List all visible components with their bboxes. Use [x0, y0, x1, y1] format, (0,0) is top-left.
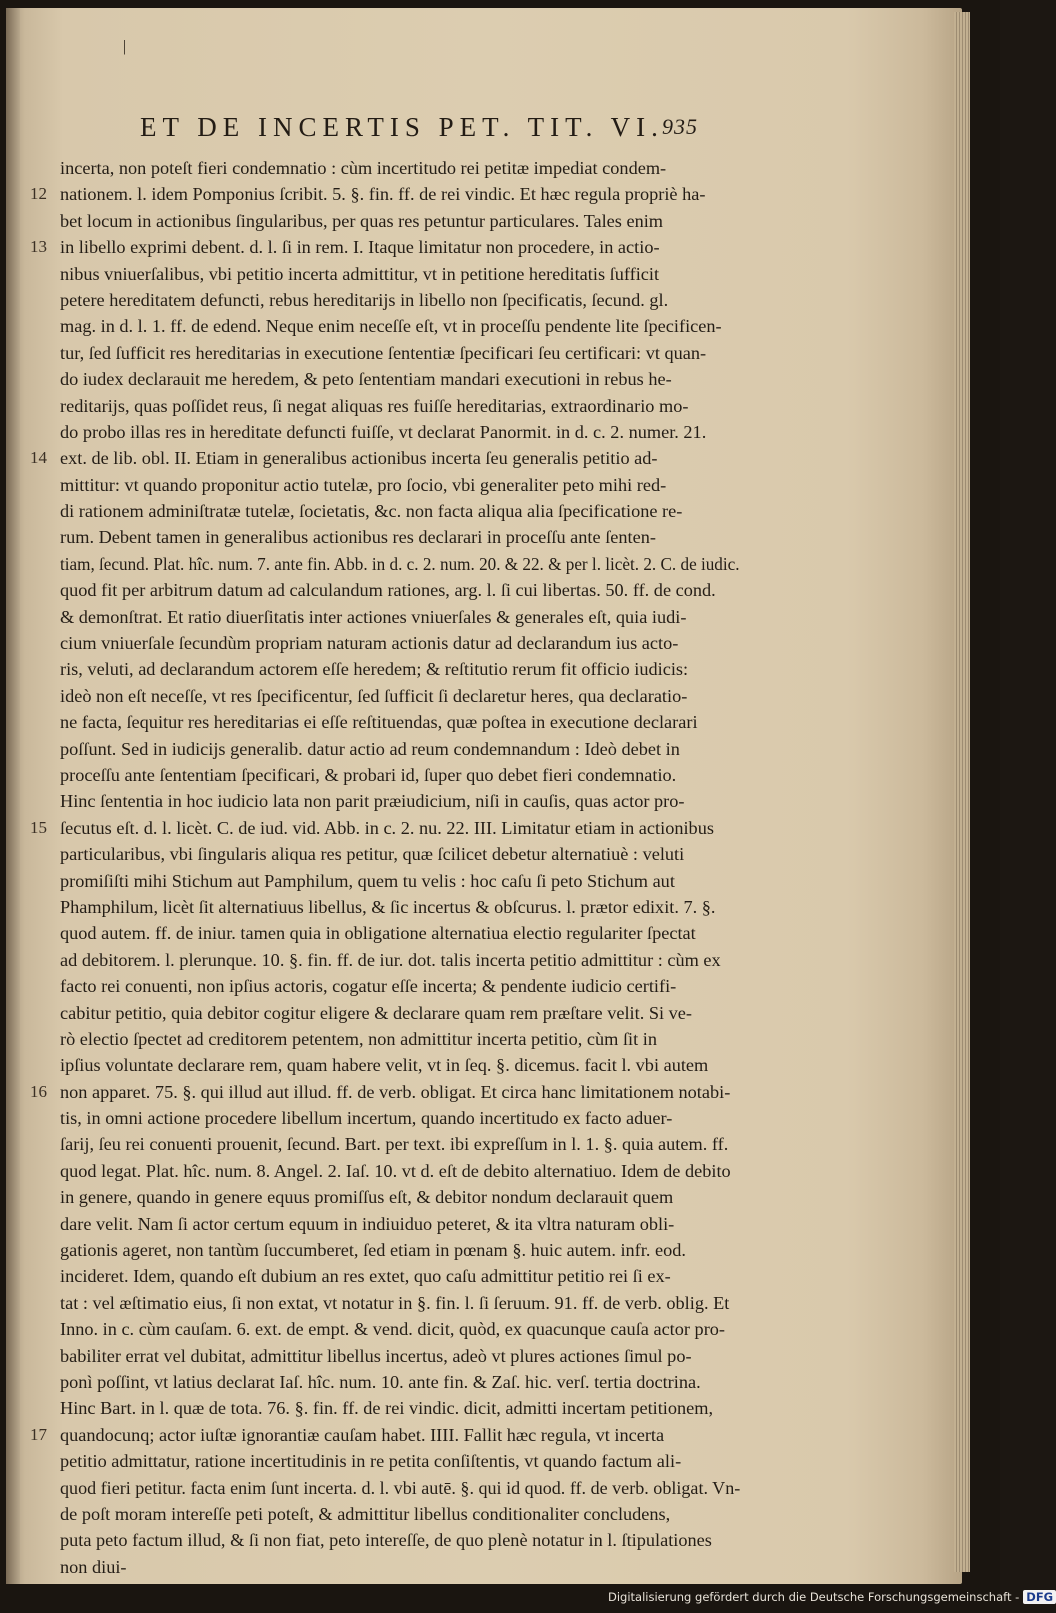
- line-text: promiſiſti mihi Stichum aut Pamphilum, quem tu velis : hoc caſu ſi peto Stichum aut: [60, 870, 675, 891]
- line-text: ne facta, ſequitur res hereditarias ei eſſe reſtituendas, quæ poſtea in executione declarari: [60, 712, 698, 733]
- line-text: & demonſtrat. Et ratio diuerſitatis inter actiones vniuerſales & generales eſt, quia iudi-: [60, 606, 687, 627]
- margin-number: 15: [30, 817, 47, 837]
- text-line: [60, 947, 740, 973]
- line-text: in genere, quando in genere equus promiſſus eſt, & debitor nondum declarauit quem: [60, 1187, 674, 1208]
- line-text: cium vniuerſale ſecundùm propriam naturam actionis datur ad declarandum ius acto-: [60, 633, 679, 654]
- line-text: particularibus, vbi ſingularis aliqua res petitur, quæ ſcilicet debetur alternatiuè : veluti: [60, 844, 685, 865]
- line-text: gationis ageret, non tantùm ſuccumberet, ſed etiam in pœnam §. huic autem. infr. eod.: [60, 1240, 686, 1261]
- line-text: petere hereditatem defuncti, rebus hereditarijs in libello non ſpecificatis, ſecund. gl.: [60, 289, 669, 310]
- line-text: Hinc Bart. in l. quæ de tota. 76. §. fin. ff. de rei vindic. dicit, admitti incertam petitionem,: [60, 1398, 714, 1419]
- text-line: [60, 630, 740, 656]
- running-header: [140, 112, 740, 152]
- line-text: tis, in omni actione procedere libellum incertum, quando incertitudo ex facto aduer-: [60, 1108, 673, 1129]
- line-text: ad debitorem. l. plerunque. 10. §. fin. ff. de iur. dot. talis incerta petitio admittitur : cùm ex: [60, 949, 721, 970]
- line-text: petitio admittatur, ratione incertitudinis in re petita conſiſtentis, vt quando factum ali-: [60, 1451, 682, 1472]
- line-text: poſſunt. Sed in iudicijs generalib. datur actio ad reum condemnandum : Ideò debet in: [60, 738, 680, 759]
- line-text: do probo illas res in hereditate defuncti fuiſſe, vt declarat Panormit. in d. c. 2. numer. 21.: [60, 421, 707, 442]
- text-line: [30, 1422, 740, 1448]
- line-text: mag. in d. l. 1. ff. de edend. Neque enim neceſſe eſt, vt in proceſſu pendente lite ſpecificen-: [60, 316, 722, 337]
- dfg-logo: DFG: [1023, 1590, 1056, 1604]
- line-text: Phamphilum, licèt ſit alternatiuus libellus, & ſic incertus & obſcurus. l. prætor edixit. 7. §.: [60, 896, 716, 917]
- line-text: mittitur: vt quando proponitur actio tutelæ, pro ſocio, vbi generaliter peto mihi red-: [60, 474, 667, 495]
- line-text: bet locum in actionibus ſingularibus, per quas res petuntur particulares. Tales enim: [60, 210, 664, 231]
- line-text: non apparet. 75. §. qui illud aut illud. ff. de verb. obligat. Et circa hanc limitationem notabi-: [60, 1081, 731, 1102]
- line-text: quod fit per arbitrum datum ad calculandum rationes, arg. l. ſi cui libertas. 50. ff. de cond.: [60, 580, 716, 601]
- line-text: nationem. l. idem Pomponius ſcribit. 5. §. fin. ff. de rei vindic. Et hæc regula propriè ha-: [60, 184, 706, 205]
- text-line: [60, 524, 740, 550]
- text-line: [60, 1052, 740, 1078]
- text-line: [60, 1527, 740, 1553]
- line-text: cabitur petitio, quia debitor cogitur eligere & declarare quam rem præſtare velit. Si ve-: [60, 1002, 692, 1023]
- text-line: [60, 313, 740, 339]
- line-text: facto rei conuenti, non ipſius actoris, cogatur eſſe incerta; & pendente iudicio certifi-: [60, 976, 677, 997]
- text-line: [60, 1501, 740, 1527]
- line-text: ipſius voluntate declarare rem, quam habere velit, vt in ſeq. §. dicemus. facit l. vbi autem: [60, 1055, 709, 1076]
- line-text: Hinc ſententia in hoc iudicio lata non parit præiudicium, niſi in cauſis, quas actor pro-: [60, 791, 685, 812]
- margin-number: 14: [30, 448, 47, 468]
- margin-number: 17: [30, 1424, 47, 1444]
- text-line: [60, 1000, 740, 1026]
- line-text: di rationem adminiſtratæ tutelæ, ſocietatis, &c. non facta aliqua alia ſpecificatione re-: [60, 501, 683, 522]
- text-line: [30, 234, 740, 260]
- text-line: [60, 1475, 740, 1501]
- line-text: puta peto factum illud, & ſi non fiat, peto intereſſe, de quo plenè notatur in l. ſtipulationes: [60, 1530, 712, 1551]
- text-line: [60, 1105, 740, 1131]
- text-line: [60, 1448, 740, 1474]
- text-line: [60, 736, 740, 762]
- text-line: [60, 1369, 740, 1395]
- text-line: [60, 868, 740, 894]
- top-tick-mark: |: [123, 38, 127, 55]
- page-number: 935: [662, 114, 698, 139]
- line-text: ideò non eſt neceſſe, vt res ſpecificentur, ſed ſufficit ſi declaretur heres, qua declaratio-: [60, 685, 688, 706]
- text-line: [60, 1211, 740, 1237]
- line-text: proceſſu ante ſententiam ſpecificari, & probari id, ſuper quo debet fieri condemnatio.: [60, 764, 677, 785]
- text-line: [60, 498, 740, 524]
- line-text: do iudex declarauit me heredem, & peto ſententiam mandari executioni in rebus he-: [60, 369, 672, 390]
- page-stack-edge: [954, 12, 970, 1572]
- text-line: [60, 1131, 740, 1157]
- text-line: [60, 551, 740, 577]
- digitization-footer: [608, 1590, 1054, 1610]
- line-text: rum. Debent tamen in generalibus actionibus res declarari in proceſſu ante ſenten-: [60, 527, 656, 548]
- line-text: babiliter errat vel dubitat, admittitur libellus incertus, adeò vt plures actiones ſimul po-: [60, 1345, 692, 1366]
- line-text: nibus vniuerſalibus, vbi petitio incerta admittitur, vt in petitione hereditatis ſufficit: [60, 263, 660, 284]
- line-text: tat : vel æſtimatio eius, ſi non extat, vt notatur in §. fin. l. ſi ſeruum. 91. ff. de verb. oblig. Et: [60, 1292, 730, 1313]
- line-text: quod fieri petitur. facta enim ſunt incerta. d. l. vbi autē. §. qui id quod. ff. de verb. obligat. Vn-: [60, 1477, 741, 1498]
- text-line: [60, 788, 740, 814]
- text-line: [60, 1184, 740, 1210]
- line-text: ponì poſſint, vt latius declarat Iaſ. hîc. num. 10. ante fin. & Zaſ. hic. verſ. tertia doctrina.: [60, 1371, 701, 1392]
- text-line: [60, 1026, 740, 1052]
- line-text: de poſt moram intereſſe peti poteſt, & admittitur libellus conditionaliter concludens,: [60, 1503, 671, 1524]
- margin-number: 13: [30, 237, 47, 257]
- text-line: [60, 973, 740, 999]
- text-line: [60, 1554, 740, 1580]
- margin-number: 12: [30, 184, 47, 204]
- text-line: [60, 683, 740, 709]
- line-text: tiam, ſecund. Plat. hîc. num. 7. ante fin. Abb. in d. c. 2. num. 20. & 22. & per l. licèt. 2. C. de iudic.: [60, 553, 740, 574]
- text-line: [30, 815, 740, 841]
- line-text: quandocunq; actor iuſtæ ignorantiæ cauſam habet. IIII. Fallit hæc regula, vt incerta: [60, 1424, 665, 1445]
- margin-number: 16: [30, 1081, 47, 1101]
- text-line: [60, 577, 740, 603]
- gutter-shadow: [6, 8, 20, 1584]
- text-line: [60, 155, 740, 181]
- text-line: [60, 393, 740, 419]
- text-line: [30, 445, 740, 471]
- body-text: [30, 155, 741, 1580]
- line-text: non diui-: [60, 1556, 127, 1577]
- text-line: [60, 419, 740, 445]
- text-line: [60, 208, 740, 234]
- line-text: ſecutus eſt. d. l. licèt. C. de iud. vid. Abb. in c. 2. nu. 22. III. Limitatur etiam in actionibus: [60, 817, 714, 838]
- line-text: dare velit. Nam ſi actor certum equum in indiuiduo peteret, & ita vltra naturam obli-: [60, 1213, 675, 1234]
- line-text: rò electio ſpectet ad creditorem petentem, non admittitur incerta petitio, cùm ſit in: [60, 1028, 657, 1049]
- line-text: ſarij, ſeu rei conuenti prouenit, ſecund. Bart. per text. ibi expreſſum in l. 1. §. quia autem. ff.: [60, 1134, 729, 1155]
- text-line: [60, 762, 740, 788]
- line-text: quod autem. ff. de iniur. tamen quia in obligatione alternatiua electio regulariter ſpectat: [60, 923, 696, 944]
- text-line: [60, 920, 740, 946]
- text-line: [60, 1290, 740, 1316]
- text-line: [60, 709, 740, 735]
- line-text: tur, ſed ſufficit res hereditarias in executione ſententiæ ſpecificari ſeu certificari: vt quan-: [60, 342, 707, 363]
- line-text: quod legat. Plat. hîc. num. 8. Angel. 2. Iaſ. 10. vt d. eſt de debito alternatiuo. Idem de debito: [60, 1160, 731, 1181]
- text-line: [60, 1158, 740, 1184]
- line-text: incideret. Idem, quando eſt dubium an res extet, quo caſu admittitur petitio rei ſi ex-: [60, 1266, 671, 1287]
- text-line: [60, 261, 740, 287]
- text-line: [60, 841, 740, 867]
- text-line: [60, 287, 740, 313]
- text-line: [60, 1395, 740, 1421]
- running-title: ET DE INCERTIS PET. TIT. VI.: [140, 112, 664, 142]
- text-line: [60, 656, 740, 682]
- text-line: [60, 1316, 740, 1342]
- text-line: [30, 1079, 740, 1105]
- line-text: ris, veluti, ad declarandum actorem eſſe heredem; & reſtitutio rerum fit officio iudicis:: [60, 659, 689, 680]
- line-text: incerta, non poteſt fieri condemnatio : cùm incertitudo rei petitæ impediat condem-: [60, 158, 667, 178]
- text-line: [60, 604, 740, 630]
- text-line: [60, 894, 740, 920]
- text-line: [60, 340, 740, 366]
- line-text: Inno. in c. cùm cauſam. 6. ext. de empt. & vend. dicit, quòd, ex quacunque cauſa actor pro-: [60, 1319, 726, 1340]
- line-text: in libello exprimi debent. d. l. ſi in rem. I. Itaque limitatur non procedere, in actio-: [60, 237, 660, 258]
- text-line: [60, 472, 740, 498]
- text-line: [30, 181, 740, 207]
- text-line: [60, 366, 740, 392]
- line-text: reditarijs, quas poſſidet reus, ſi negat aliquas res fuiſſe hereditarias, extraordinario mo-: [60, 395, 689, 416]
- text-line: [60, 1237, 740, 1263]
- text-line: [60, 1263, 740, 1289]
- text-line: [60, 1343, 740, 1369]
- footer-text: Digitalisierung gefördert durch die Deutsche Forschungsgemeinschaft -: [608, 1590, 1020, 1604]
- line-text: ext. de lib. obl. II. Etiam in generalibus actionibus incerta ſeu generalis petitio ad-: [60, 448, 658, 469]
